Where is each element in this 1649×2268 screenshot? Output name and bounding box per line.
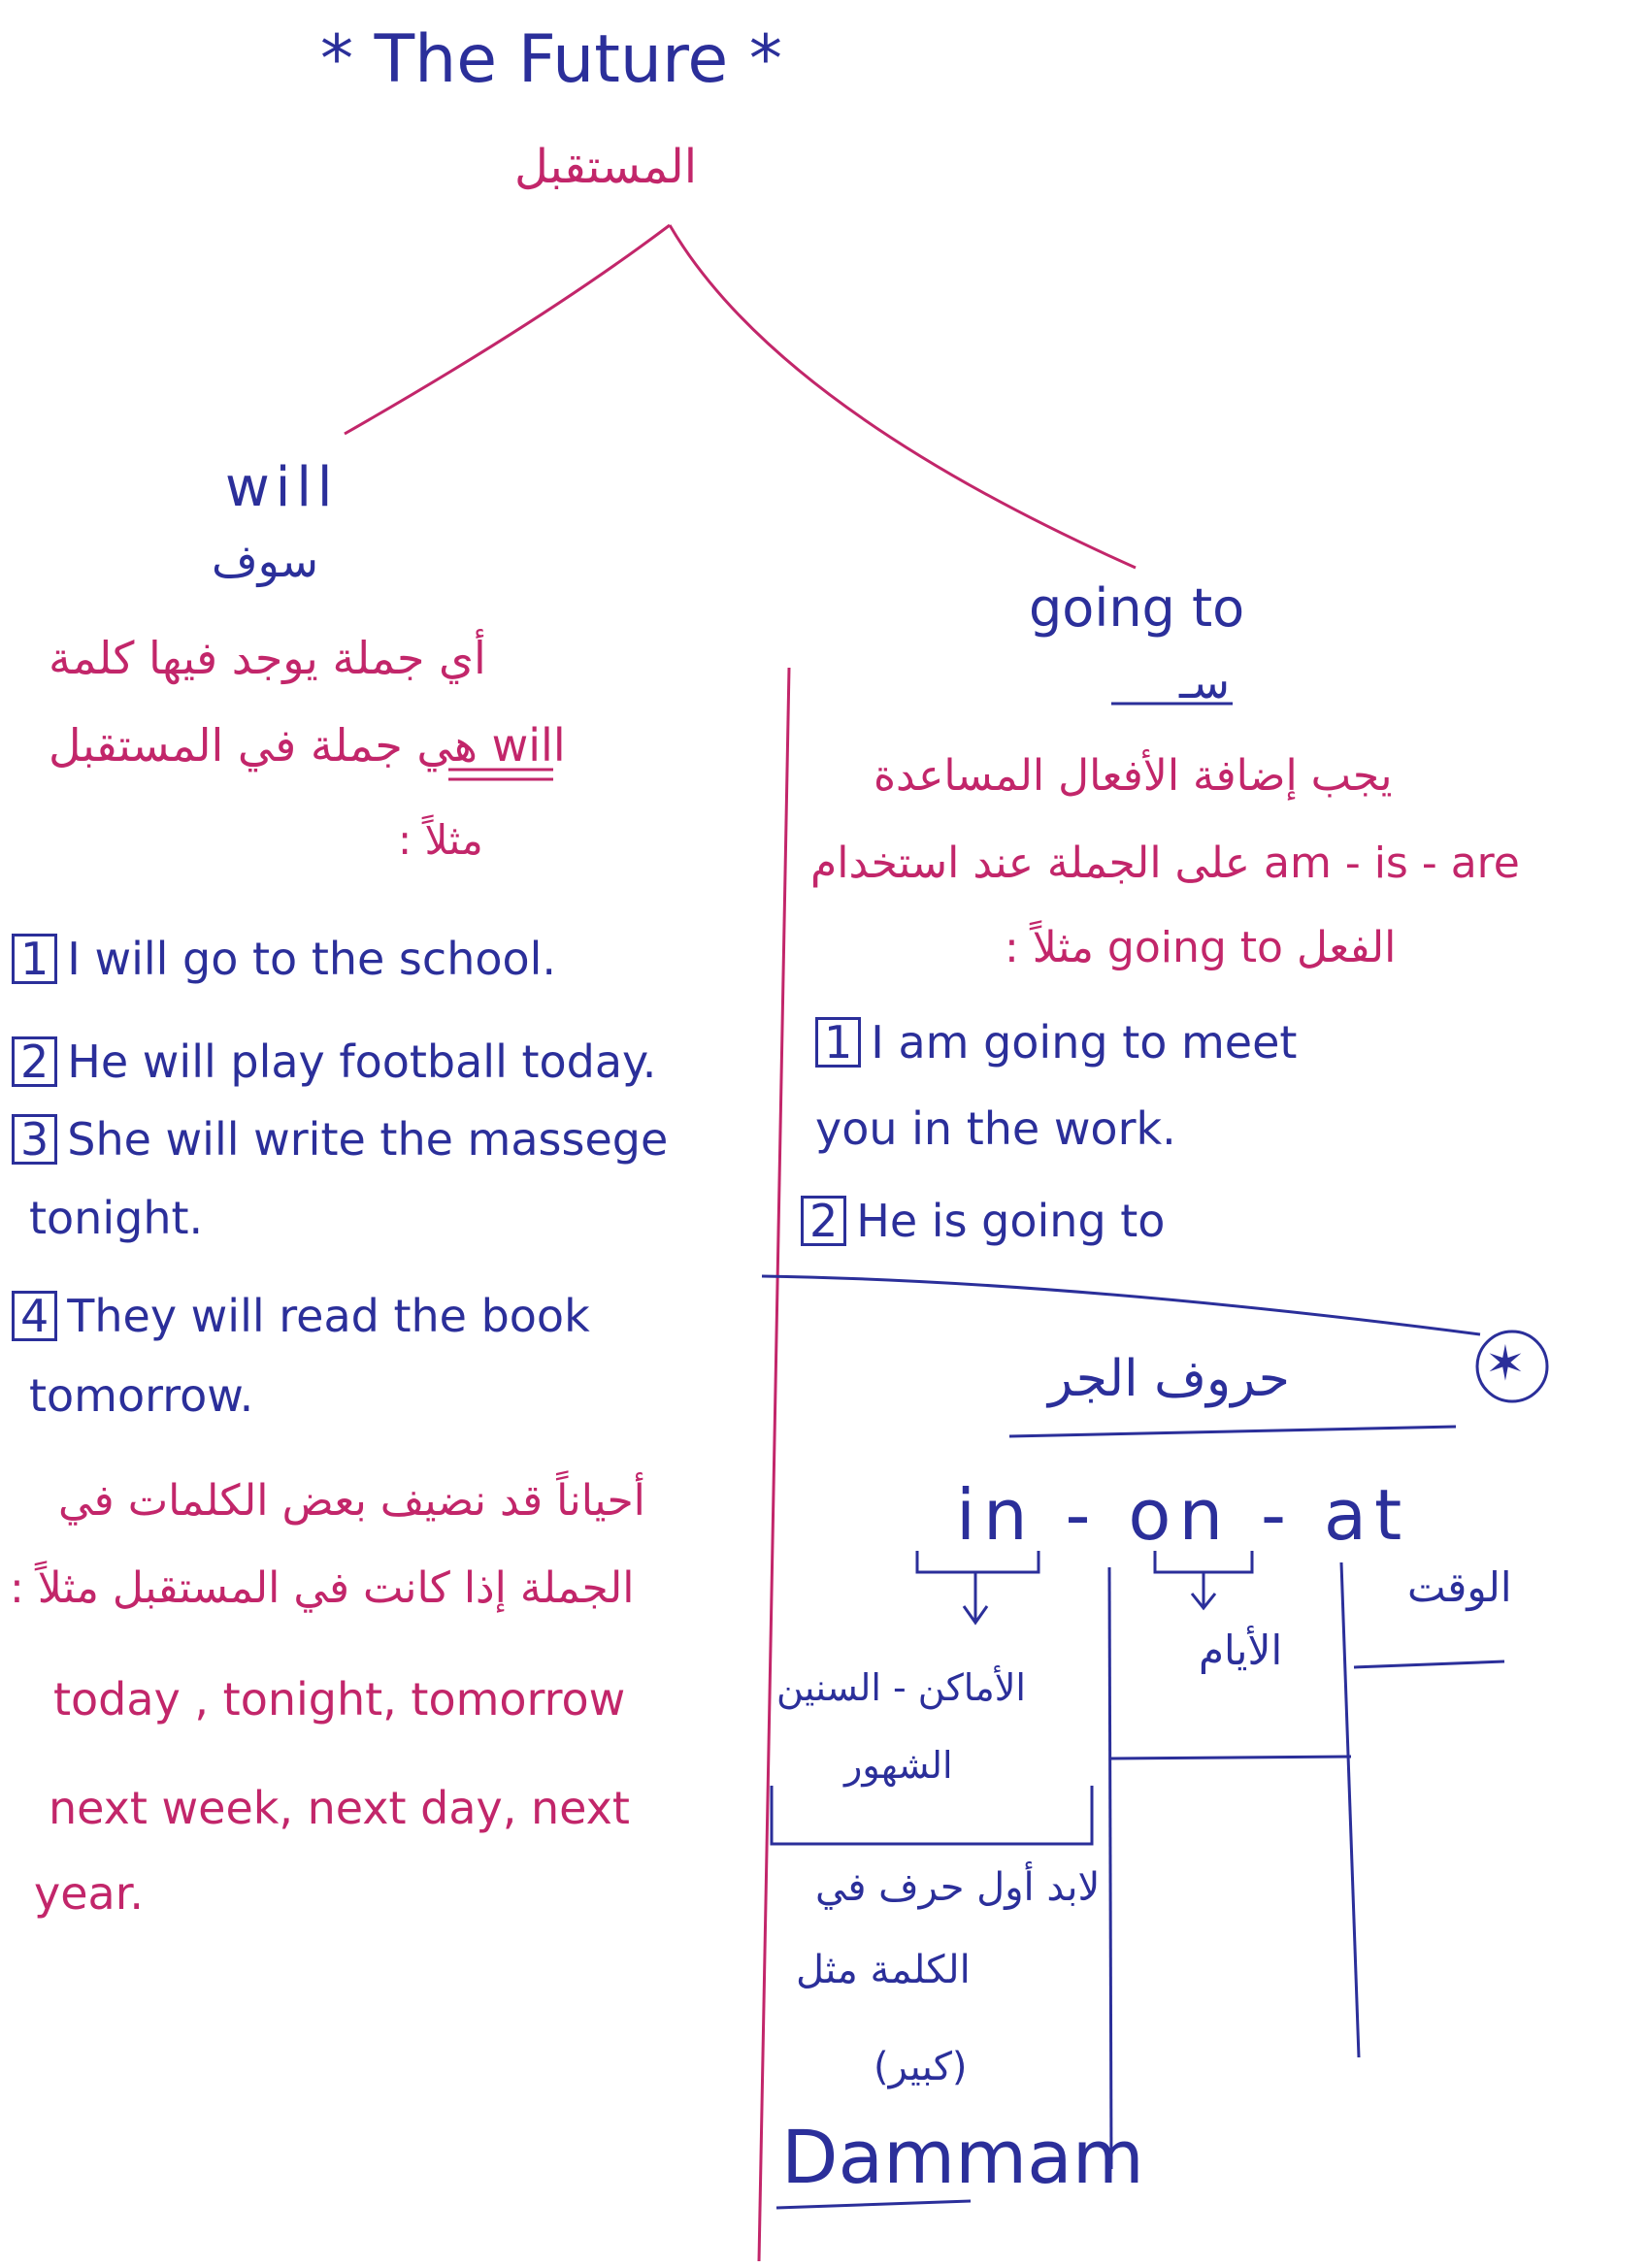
- going-to-rule-line-3: الفعل going to مثلاً :: [1005, 923, 1397, 972]
- on-usage: الأيام: [1199, 1627, 1283, 1674]
- heading-underline: [1009, 1427, 1456, 1436]
- capital-note-line-3: (كبير): [874, 2045, 968, 2089]
- will-example-4: 4 They will read the book: [12, 1291, 590, 1341]
- will-example-3-cont: tonight.: [29, 1192, 204, 1244]
- prepositions-heading: حروف الجر: [1048, 1350, 1290, 1408]
- will-example-3: 3 She will write the massege: [12, 1114, 668, 1165]
- will-rule-line-1: أي جملة يوجد فيها كلمة: [49, 632, 486, 684]
- column-divider: [759, 668, 789, 2261]
- going-to-example-1: 1 I am going to meet: [815, 1017, 1297, 1068]
- will-heading: will: [225, 456, 339, 519]
- going-to-heading-arabic: سـ: [1179, 656, 1231, 708]
- note-line-1: أحياناً قد نضيف بعض الكلمات في: [58, 1476, 645, 1526]
- capital-note-line-2: الكلمة مثل: [796, 1948, 971, 1992]
- time-words-2: next week, next day, next: [49, 1782, 630, 1834]
- title-arabic: المستقبل: [514, 140, 698, 194]
- time-words-1: today , tonight, tomorrow: [53, 1673, 626, 1726]
- star-mark-icon: ✶: [1485, 1335, 1526, 1392]
- will-example-4-cont: tomorrow.: [29, 1369, 254, 1422]
- going-to-example-2: 2 He is going to: [801, 1196, 1165, 1246]
- tree-branch-right: [670, 225, 1136, 568]
- in-usage-line-2: الشهور: [844, 1744, 953, 1787]
- will-example-1: 1 I will go to the school.: [12, 934, 556, 984]
- in-usage-line-1: الأماكن - السنين: [776, 1666, 1026, 1709]
- at-usage: الوقت: [1407, 1563, 1512, 1611]
- capital-note-line-1: لابد أول حرف في: [815, 1865, 1101, 1910]
- note-line-2: الجملة إذا كانت في المستقبل مثلاً :: [10, 1563, 635, 1613]
- section-divider: [762, 1276, 1480, 1334]
- going-to-rule-line-2: am - is - are على الجملة عند استخدام: [810, 838, 1520, 888]
- time-words-3: year.: [34, 1867, 145, 1920]
- will-rule-line-3: مثلاً :: [398, 816, 483, 864]
- will-example-2: 2 He will play football today.: [12, 1036, 656, 1087]
- going-to-rule-line-1: يجب إضافة الأفعال المساعدة: [874, 751, 1393, 801]
- page-title: * The Future *: [320, 21, 782, 98]
- going-to-example-1-cont: you in the work.: [815, 1102, 1176, 1155]
- capital-example: Dammam: [781, 2114, 1144, 2200]
- will-rule-line-2: will هي جملة في المستقبل: [49, 719, 566, 772]
- going-to-heading: going to: [1029, 577, 1245, 639]
- prepositions-words: in - on - at: [956, 1474, 1410, 1556]
- will-heading-arabic: سوف: [212, 535, 318, 587]
- tree-branch-left: [345, 225, 670, 434]
